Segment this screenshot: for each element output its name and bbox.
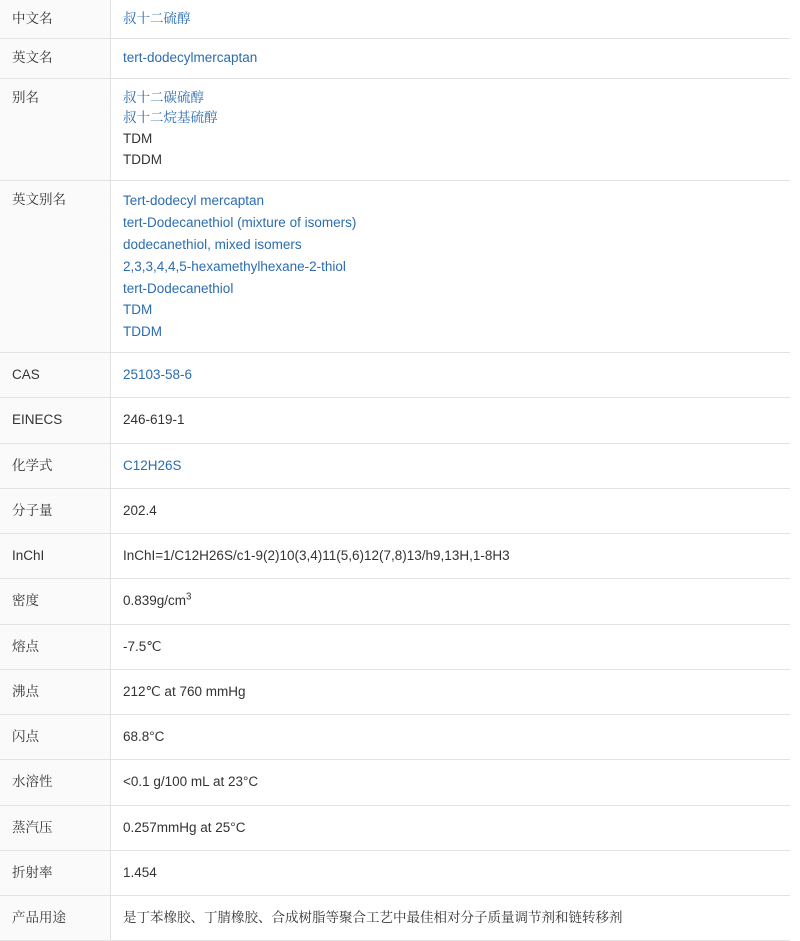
row-label-flash-point: 闪点 (0, 715, 111, 760)
table-row (0, 0, 790, 39)
table-row (0, 181, 790, 353)
english-alias-item[interactable]: TDM (123, 302, 153, 318)
table-row (0, 669, 790, 714)
english-name-link[interactable]: tert-dodecylmercaptan (123, 50, 258, 66)
row-label-inchi: InChI (0, 534, 111, 579)
alias-item: TDDM (123, 152, 162, 168)
row-label-boiling-point: 沸点 (0, 669, 111, 714)
table-row (0, 353, 790, 398)
row-label-formula: 化学式 (0, 443, 111, 488)
table-row (0, 39, 790, 78)
english-alias-item[interactable]: Tert-dodecyl mercaptan (123, 193, 265, 209)
row-value-formula (111, 443, 791, 488)
row-value-boiling-point: 212℃ at 760 mmHg (111, 669, 791, 714)
row-value-melting-point: -7.5℃ (111, 624, 791, 669)
density-exponent: 3 (186, 591, 192, 603)
row-value-flash-point: 68.8°C (111, 715, 791, 760)
row-label-refractive-index: 折射率 (0, 850, 111, 895)
row-value-vapor-pressure: 0.257mmHg at 25°C (111, 805, 791, 850)
row-value-water-solubility: <0.1 g/100 mL at 23°C (111, 760, 791, 805)
english-alias-item[interactable]: tert-Dodecanethiol (123, 280, 234, 296)
row-label-density: 密度 (0, 579, 111, 624)
row-value-chinese-name (111, 0, 791, 39)
table-row (0, 760, 790, 805)
row-value-density (111, 579, 791, 624)
english-alias-item[interactable]: TDDM (123, 324, 162, 340)
table-row (0, 579, 790, 624)
english-alias-item[interactable]: 2,3,3,4,4,5-hexamethylhexane-2-thiol (123, 258, 346, 274)
table-row (0, 805, 790, 850)
formula-link[interactable]: C12H26S (123, 457, 182, 473)
row-value-product-use: 是丁苯橡胶、丁腈橡胶、合成树脂等聚合工艺中最佳相对分子质量调节剂和链转移剂 (111, 896, 791, 941)
chinese-name-link[interactable]: 叔十二硫醇 (123, 11, 191, 26)
row-label-english-aliases: 英文别名 (0, 181, 111, 353)
row-label-melting-point: 熔点 (0, 624, 111, 669)
alias-item[interactable]: 叔十二烷基硫醇 (123, 110, 218, 126)
alias-item: TDM (123, 131, 153, 147)
row-label-water-solubility: 水溶性 (0, 760, 111, 805)
table-row (0, 443, 790, 488)
alias-item[interactable]: 叔十二碳硫醇 (123, 89, 204, 105)
row-label-einecs: EINECS (0, 398, 111, 443)
table-row (0, 850, 790, 895)
row-value-molecular-weight: 202.4 (111, 488, 791, 533)
row-label-cas: CAS (0, 353, 111, 398)
row-label-aliases: 别名 (0, 78, 111, 181)
row-value-aliases (111, 78, 791, 181)
row-value-inchi: InChI=1/C12H26S/c1-9(2)10(3,4)11(5,6)12(7,8)13/h9,13H,1-8H3 (111, 534, 791, 579)
table-row (0, 896, 790, 941)
row-label-product-use: 产品用途 (0, 896, 111, 941)
table-row (0, 78, 790, 181)
row-value-english-aliases (111, 181, 791, 353)
table-row (0, 534, 790, 579)
row-value-refractive-index: 1.454 (111, 850, 791, 895)
row-value-english-name (111, 39, 791, 78)
table-row (0, 398, 790, 443)
cas-number-link[interactable]: 25103-58-6 (123, 367, 193, 383)
table-row (0, 715, 790, 760)
row-value-einecs: 246-619-1 (111, 398, 791, 443)
row-value-cas (111, 353, 791, 398)
row-label-molecular-weight: 分子量 (0, 488, 111, 533)
row-label-vapor-pressure: 蒸汽压 (0, 805, 111, 850)
row-label-chinese-name: 中文名 (0, 0, 111, 39)
english-alias-item[interactable]: tert-Dodecanethiol (mixture of isomers) (123, 215, 357, 231)
row-label-english-name: 英文名 (0, 39, 111, 78)
english-alias-item[interactable]: dodecanethiol, mixed isomers (123, 236, 302, 252)
table-row (0, 624, 790, 669)
density-value: 0.839g/cm (123, 593, 187, 609)
table-row (0, 488, 790, 533)
